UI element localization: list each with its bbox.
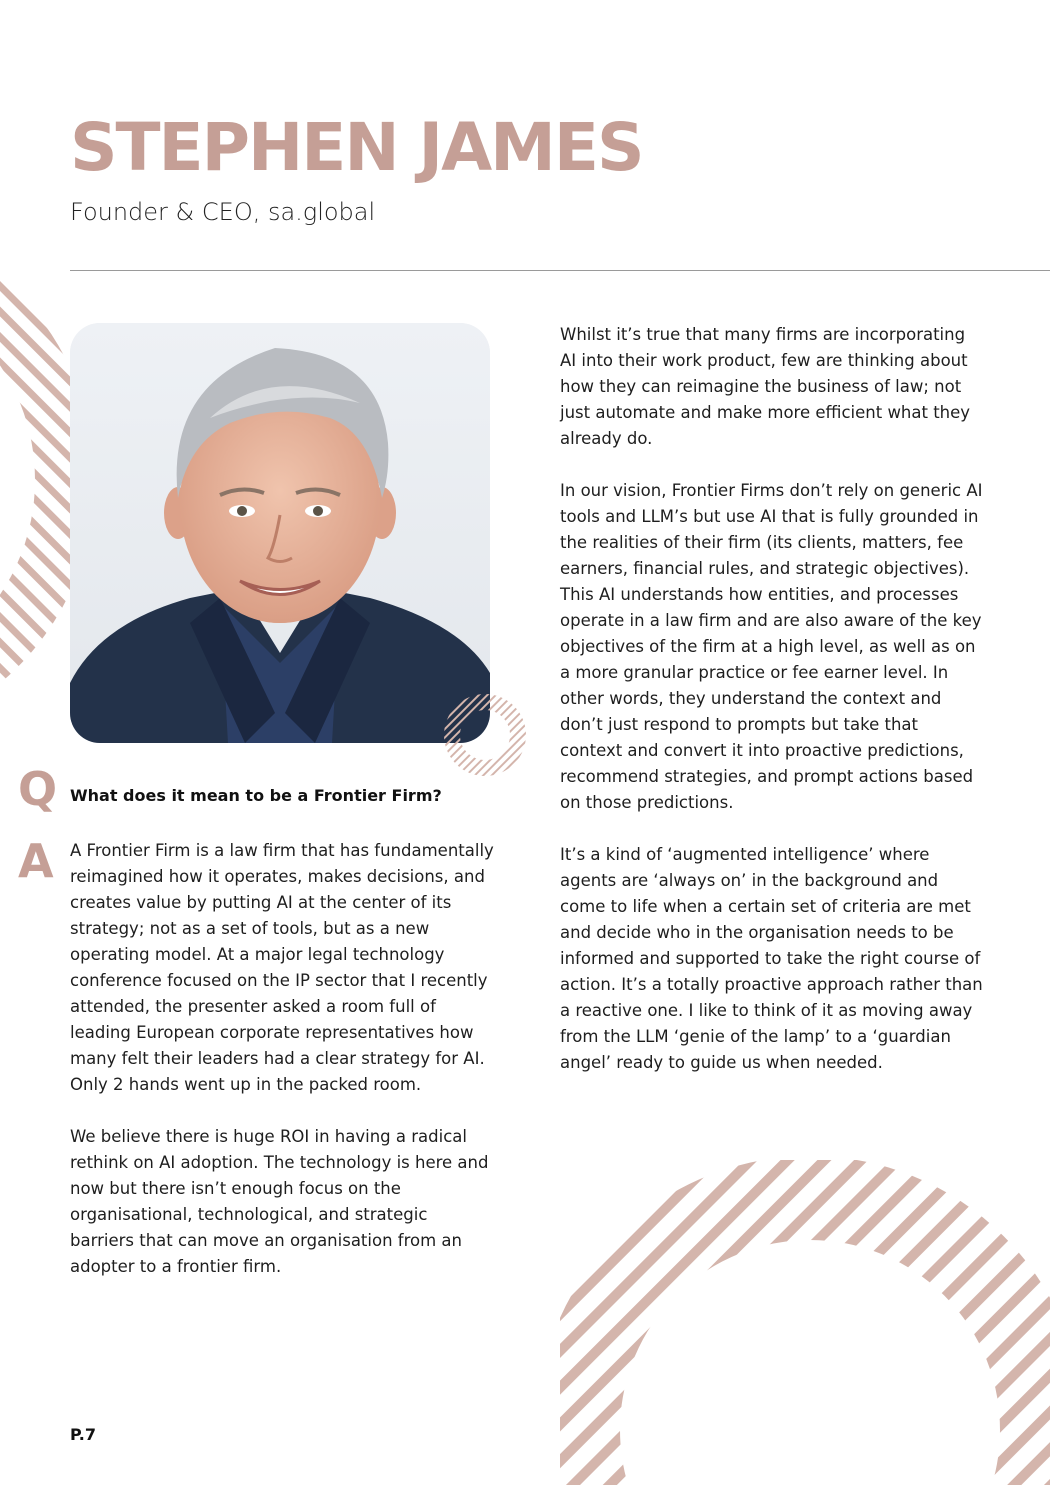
answer-paragraph: It’s a kind of ‘augmented intelligence’ where agents are ‘always on’ in the background and come to life when a certain set of criteria are met and decide who in the organisation needs to be informed and supported to take the right course of action. It’s a totally proactive approach rather than a reactive one. I like to think of it as moving away from the LLM ‘genie of the lamp’ to a ‘guardian angel’ ready to guide us when needed.	[560, 845, 983, 1072]
answer-marker-icon: A	[18, 834, 54, 888]
portrait-photo	[70, 323, 490, 743]
striped-ring-decoration	[440, 690, 530, 780]
header-divider	[70, 270, 1050, 271]
answer-column-right	[560, 322, 985, 1102]
answer-paragraph: Whilst it’s true that many firms are incorporating AI into their work product, few are thinking about how they can reimagine the business of law; not just automate and make more efficient what they already do.	[560, 325, 971, 448]
striped-arc-decoration-right	[560, 1160, 1050, 1485]
answer-paragraph: A Frontier Firm is a law firm that has fundamentally reimagined how it operates, makes decisions, and creates value by putting AI at the center of its strategy; not as a set of tools, but as a new operating model. At a major legal technology conference focused on the IP sector that I recently attended, the presenter asked a room full of leading European corporate representatives how many felt their leaders had a clear strategy for AI. Only 2 hands went up in the packed room.	[70, 841, 494, 1094]
answer-paragraph: In our vision, Frontier Firms don’t rely on generic AI tools and LLM’s but use AI that is fully grounded in the realities of their firm (its clients, matters, fee earners, financial rules, and strategic objectives). This AI understands how entities, and processes operate in a law firm and are also aware of the key objectives of the firm at a high level, as well as on a more granular practice or fee earner level. In other words, they understand the context and don’t just respond to prompts but take that context and convert it into proactive predictions, recommend strategies, and prompt actions based on those predictions.	[560, 481, 983, 812]
person-role: Founder & CEO, sa.global	[70, 198, 376, 226]
answer-column-left	[70, 838, 495, 1306]
page-number: P.7	[70, 1425, 96, 1444]
answer-paragraph: We believe there is huge ROI in having a radical rethink on AI adoption. The technology is here and now but there isn’t enough focus on the organisational, technological, and strategic barriers that can move an organisation from an adopter to a frontier firm.	[70, 1127, 489, 1276]
person-name-heading: STEPHEN JAMES	[70, 109, 643, 186]
interview-question: What does it mean to be a Frontier Firm?	[70, 786, 442, 805]
question-marker-icon: Q	[18, 762, 58, 816]
